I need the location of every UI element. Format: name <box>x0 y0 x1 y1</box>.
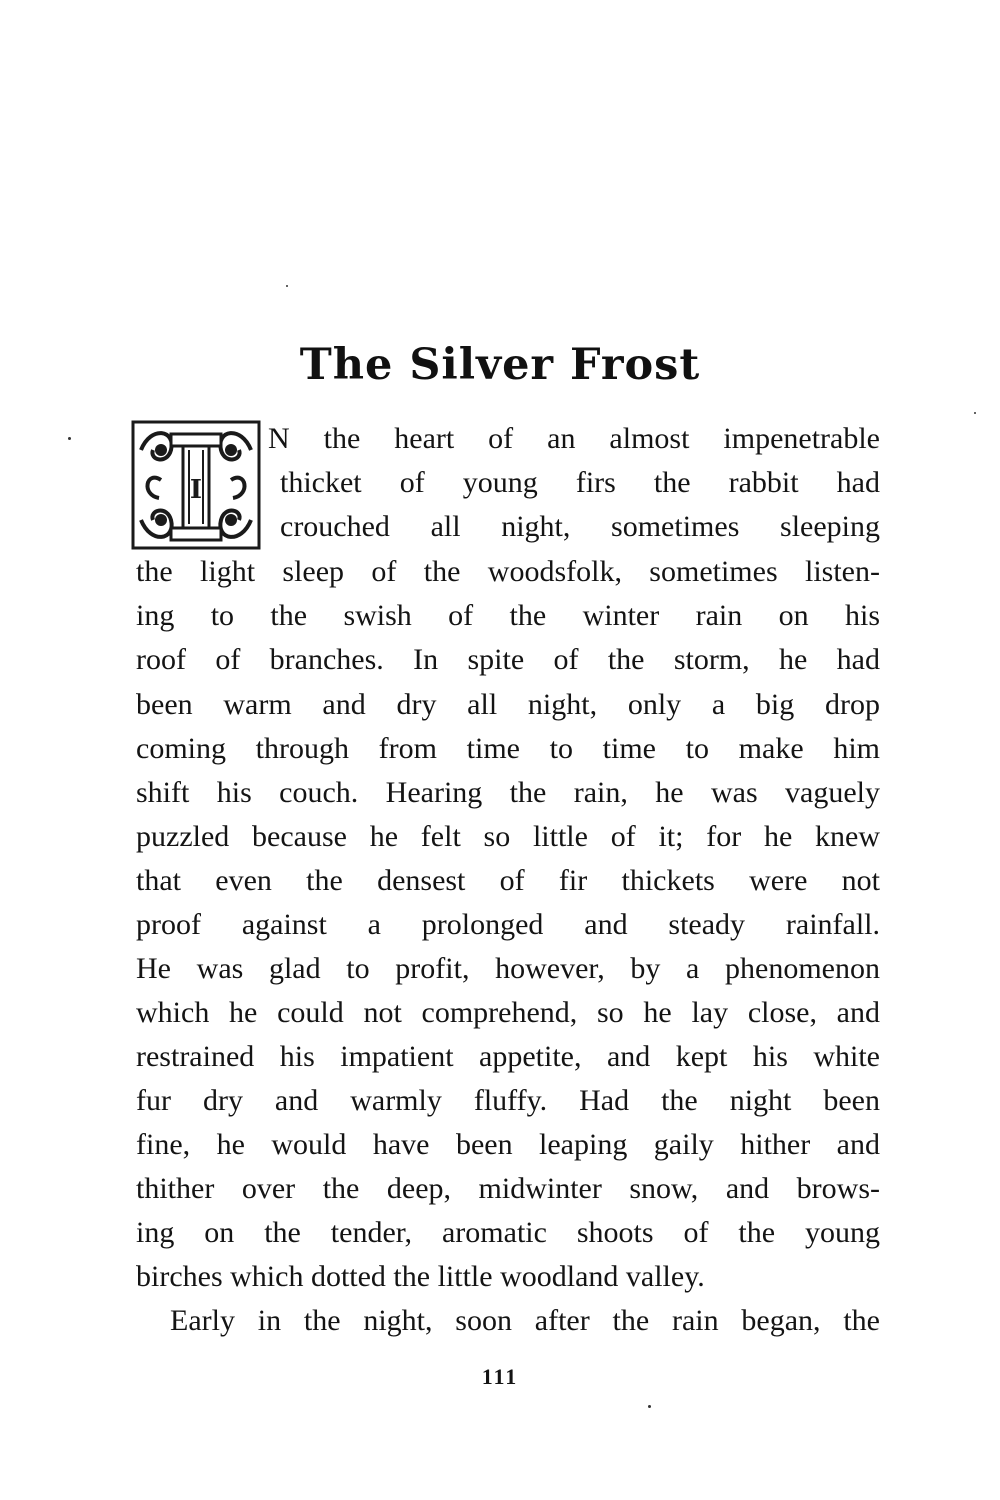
drop-cap-letter: I <box>189 475 203 505</box>
text-line: fur dry and warmly fluffy. Had the night been <box>136 1084 880 1117</box>
text-line: He was glad to profit, however, by a phenomenon <box>136 952 880 985</box>
page-number: 111 <box>481 1364 519 1389</box>
text-line: restrained his impatient appetite, and kept his white <box>136 1040 880 1073</box>
text-line: ing on the tender, aromatic shoots of the young <box>136 1216 880 1249</box>
text-line: ing to the swish of the winter rain on his <box>136 599 880 632</box>
text-line: proof against a prolonged and steady rainfall. <box>136 908 880 941</box>
chapter-title: The Silver Frost <box>299 340 701 390</box>
scan-speck <box>648 1405 651 1408</box>
text-line: roof of branches. In spite of the storm, he had <box>136 643 880 676</box>
text-line: puzzled because he felt so little of it; for he knew <box>136 820 880 853</box>
text-line: shift his couch. Hearing the rain, he was vaguely <box>136 776 880 809</box>
drop-cap-ornament-icon <box>131 420 261 550</box>
text-line: been warm and dry all night, only a big drop <box>136 688 880 721</box>
text-line: coming through from time to time to make him <box>136 732 880 765</box>
text-line: crouched all night, sometimes sleeping <box>280 510 880 543</box>
text-line: thicket of young firs the rabbit had <box>280 466 880 499</box>
text-line: birches which dotted the little woodland valley. <box>136 1260 705 1293</box>
text-line: the light sleep of the woodsfolk, sometimes listen- <box>136 555 880 588</box>
text-line: Early in the night, soon after the rain began, the <box>170 1304 880 1337</box>
scan-speck <box>68 437 71 440</box>
text-line: N the heart of an almost impenetrable <box>268 422 880 455</box>
text-line: thither over the deep, midwinter snow, and brows- <box>136 1172 880 1205</box>
scan-speck <box>286 285 288 287</box>
text-line: which he could not comprehend, so he lay close, and <box>136 996 880 1029</box>
text-line: that even the densest of fir thickets were not <box>136 864 880 897</box>
scan-speck <box>974 412 976 414</box>
text-line: fine, he would have been leaping gaily hither and <box>136 1128 880 1161</box>
